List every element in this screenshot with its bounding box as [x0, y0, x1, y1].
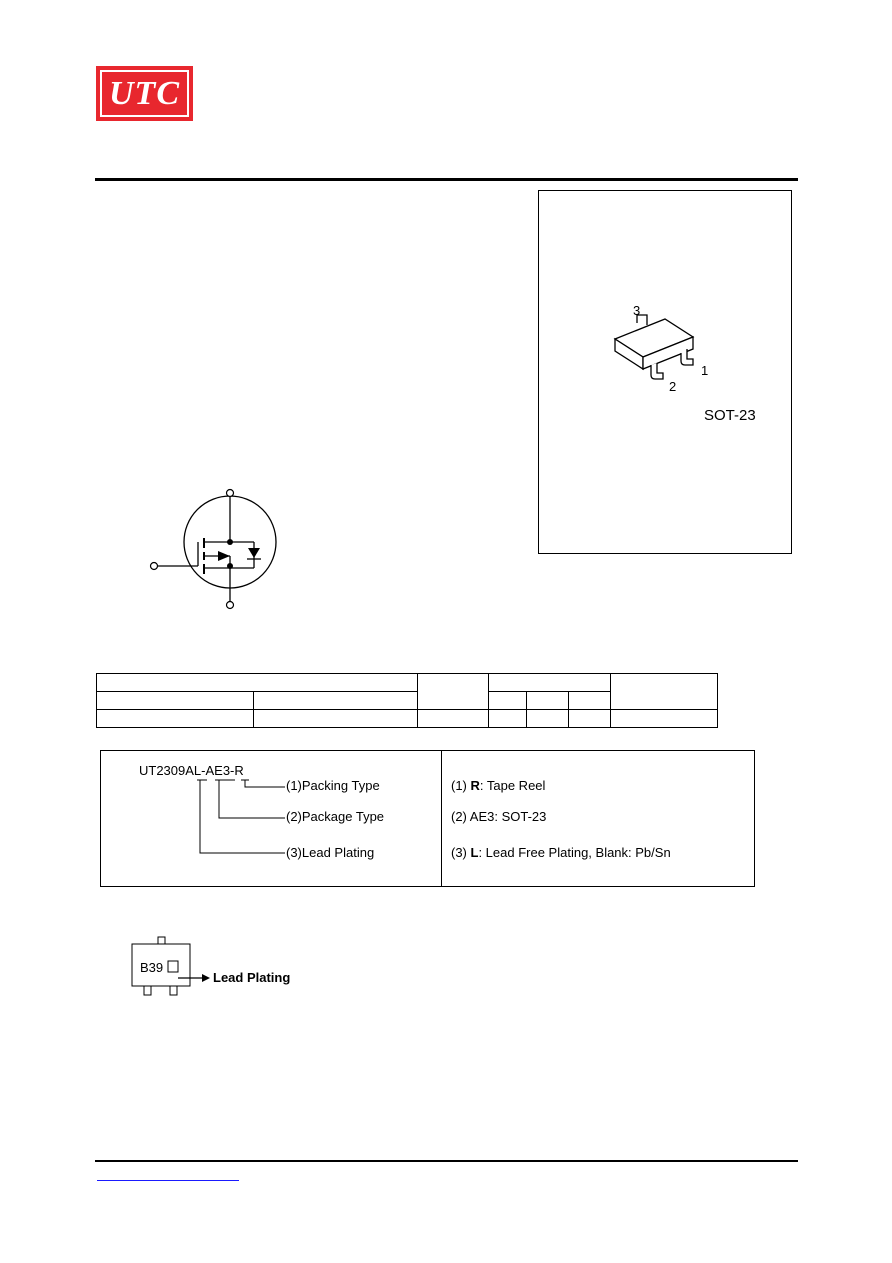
table-cell	[569, 692, 611, 710]
legend-lead: (3) L: Lead Free Plating, Blank: Pb/Sn	[451, 845, 671, 860]
table-cell	[254, 710, 418, 728]
table-cell	[527, 710, 569, 728]
table-cell	[418, 710, 489, 728]
pin-3-label: 3	[633, 303, 641, 318]
sot23-package-drawing	[539, 191, 793, 555]
p-channel-mosfet-symbol	[140, 480, 290, 615]
table-cell	[489, 710, 527, 728]
legend-packing: (1) R: Tape Reel	[451, 778, 546, 793]
table-cell	[97, 674, 418, 692]
marking-diagram	[120, 930, 230, 1000]
pin-2-label: 2	[669, 379, 677, 394]
table-cell	[97, 692, 254, 710]
part-number: UT2309AL-AE3-R	[139, 763, 244, 778]
utc-logo	[96, 66, 193, 121]
ordering-table	[96, 673, 718, 728]
part-number-decoder	[100, 750, 755, 887]
table-cell	[569, 710, 611, 728]
table-cell	[611, 710, 718, 728]
table-cell	[97, 710, 254, 728]
table-cell	[418, 674, 489, 710]
header-rule	[95, 178, 798, 181]
pin-1-label: 1	[701, 363, 709, 378]
utc-logo-frame	[100, 70, 189, 117]
table-row	[97, 674, 718, 692]
table-cell	[527, 692, 569, 710]
table-row	[97, 710, 718, 728]
field-lead-plating: (3)Lead Plating	[286, 845, 375, 860]
lead-plating-label: Lead Plating	[213, 970, 291, 985]
package-name: SOT-23	[704, 407, 756, 424]
package-outline-box	[538, 190, 792, 554]
table-cell	[489, 692, 527, 710]
table-cell	[489, 674, 611, 692]
field-packing-type: (1)Packing Type	[286, 778, 380, 793]
footer-rule	[95, 1160, 798, 1162]
table-cell	[611, 674, 718, 710]
field-package-type: (2)Package Type	[286, 809, 385, 824]
utc-logo-text: UTC	[109, 74, 180, 112]
table-cell	[254, 692, 418, 710]
marking-code: B39	[140, 960, 164, 975]
footer-link[interactable]	[97, 1168, 239, 1181]
legend-package: (2) AE3: SOT-23	[451, 809, 547, 824]
decoder-divider	[441, 751, 442, 886]
